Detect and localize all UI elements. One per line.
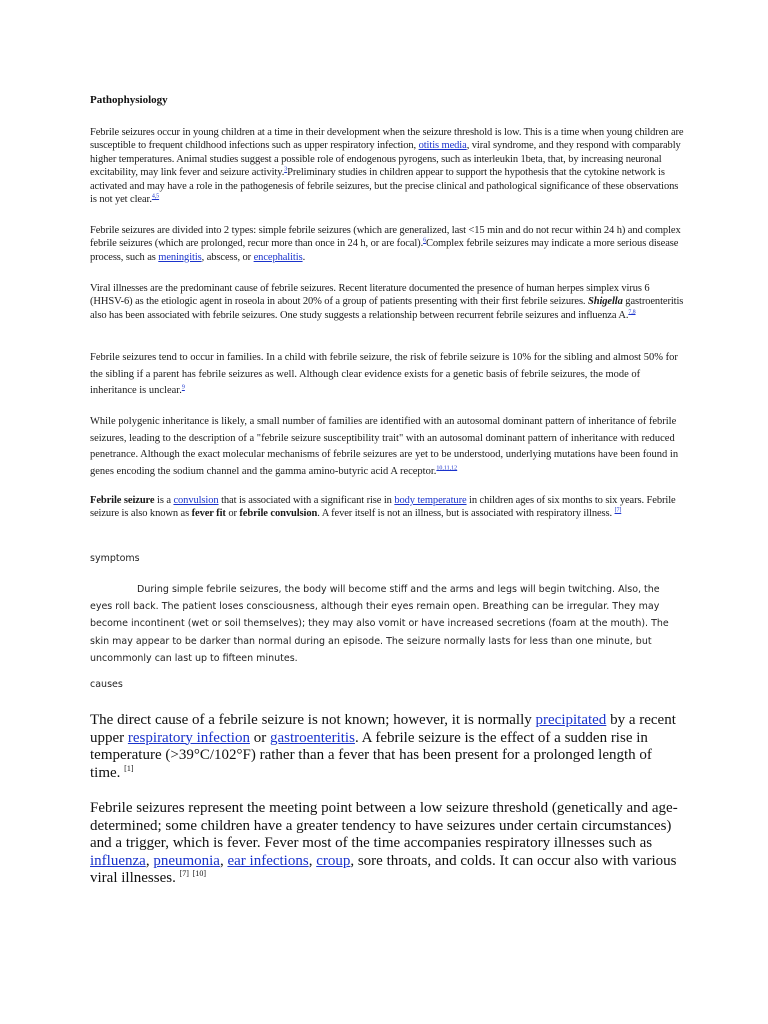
symptoms-label: symptoms bbox=[90, 553, 140, 564]
text: Febrile seizures tend to occur in families. In a child with febrile seizure, the risk of febrile seizure is 10% for the sibling and almost 50% for the sibling if a parent has febrile seizures as well. Although clear evidence exists for a genetic basis of febrile seizures, the mode of inheritance is unclear. bbox=[90, 352, 678, 396]
link-convulsion[interactable]: convulsion bbox=[173, 495, 219, 506]
paragraph-inheritance bbox=[90, 414, 684, 480]
link-ear-infections[interactable]: ear infections bbox=[227, 852, 309, 869]
text: gastroenteritis also has been associated with febrile seizures. One study suggests a relationship between recurrent febrile seizures and influenza A. bbox=[90, 296, 684, 321]
link-precipitated[interactable]: precipitated bbox=[535, 712, 607, 728]
paragraph-direct-cause bbox=[90, 712, 684, 782]
paragraph-symptoms: During simple febrile seizures, the body will become stiff and the arms and legs will begin twitching. Also, the eyes roll back. The patient loses consciousness, although their eyes remain open. Breathing can be irregular. They may become incontinent (wet or soil themselves); they may also vomit or have increased secretions (foam at the mouth). The skin may appear to be darker than normal during an episode. The seizure normally lasts for less than one minute, but uncommonly can last up to fifteen minutes. bbox=[90, 584, 669, 664]
text: , bbox=[145, 852, 154, 869]
text: Febrile seizures occur in young children at a time in their development when the seizure threshold is low. This is a time when young children are susceptible to frequent childhood infections such as upper respiratory infection, bbox=[90, 127, 684, 152]
text: Febrile seizures represent the meeting point between a low seizure threshold (genetically and age-determined; some children have a greater tendency to have seizures under certain circumstances) and a trigger, which is fever. Fever most of the time accompanies respiratory illnesses such as bbox=[90, 800, 678, 852]
text: or bbox=[225, 508, 240, 520]
text: Febrile seizures are divided into 2 types: simple febrile seizures (which are generalized, last <15 min and do not recur within 24 h) and complex febrile seizures (which are prolonged, recur more than once in 24 h, or are focal). bbox=[90, 225, 681, 250]
text: that is associated with a significant rise in bbox=[218, 495, 395, 506]
paragraph-viral-causes bbox=[90, 282, 684, 322]
paragraph-families bbox=[90, 350, 684, 400]
link-body-temperature[interactable]: body temperature bbox=[394, 495, 467, 506]
paragraph-febrile-seizures-intro bbox=[90, 126, 684, 206]
reference-link[interactable]: 9 bbox=[181, 384, 185, 391]
section-heading: Pathophysiology bbox=[90, 94, 168, 106]
text: , sore throats, and colds. It can occur also with various viral illnesses. bbox=[90, 852, 677, 887]
text: Preliminary studies in children appear to support the hypothesis that the cytokine network is activated and may have a role in the pathogenesis of febrile seizures, but the precise clinical and pathological significance of these observations is not yet clear. bbox=[90, 167, 679, 206]
text: or bbox=[249, 729, 270, 746]
text: by a recent upper bbox=[90, 712, 676, 746]
link-encephalitis[interactable]: encephalitis bbox=[253, 251, 303, 263]
text: Viral illnesses are the predominant cause of febrile seizures. Recent literature documented the presence of human herpes simplex virus 6 (HHSV-6) as the etiologic agent in roseola in about 20% of a group of patients presenting with their first febrile seizures. bbox=[90, 283, 650, 308]
text: . A fever itself is not an illness, but is associated with respiratory illness. bbox=[317, 508, 615, 520]
link-meningitis[interactable]: meningitis bbox=[158, 251, 202, 263]
text: While polygenic inheritance is likely, a small number of families are identified with an autosomal dominant pattern of inheritance of febrile seizures, leading to the description of a "febrile seizure susceptibility trait" with an autosomal dominant pattern of inheritance with reduced penetrance. Although the exact molecular mechanisms of febrile seizures are yet to be understood, underlying mutations have been found in genes encoding the sodium channel and the gamma amino-butyric acid A receptor. bbox=[90, 416, 679, 477]
reference-link[interactable]: 7,8 bbox=[628, 309, 636, 316]
link-otitis-media[interactable]: otitis media bbox=[418, 140, 467, 152]
bold-term: fever fit bbox=[191, 508, 226, 520]
paragraph-meeting-point bbox=[90, 800, 684, 888]
text: in children ages of six months to six years. Febrile seizure is also known as bbox=[90, 495, 676, 520]
reference-link[interactable]: 3 bbox=[284, 166, 288, 173]
link-pneumonia[interactable]: pneumonia bbox=[153, 852, 220, 869]
text: , abscess, or bbox=[201, 251, 254, 263]
paragraph-seizure-types bbox=[90, 224, 684, 264]
text: . A febrile seizure is the effect of a sudden rise in temperature (>39°C/102°F) rather than a fever that has been present for a prolonged length of time. bbox=[90, 729, 652, 781]
text: , viral syndrome, and they respond with comparably higher temperatures. Animal studies suggest a possible role of endogenous pyrogens, such as interleukin 1beta, that, by increasing neuronal excitability, may link fever and seizure activity. bbox=[90, 140, 681, 179]
text: The direct cause of a febrile seizure is not known; however, it is normally bbox=[90, 712, 536, 728]
reference-link[interactable]: 10,11,12 bbox=[436, 465, 458, 471]
text: . bbox=[302, 251, 306, 263]
reference-link[interactable]: 4,5 bbox=[151, 193, 160, 200]
bold-term: Febrile seizure bbox=[90, 495, 155, 506]
causes-label: causes bbox=[90, 679, 123, 690]
text: is a bbox=[154, 495, 174, 506]
link-respiratory-infection[interactable]: respiratory infection bbox=[127, 729, 250, 746]
text: , bbox=[219, 852, 228, 869]
reference-link[interactable]: [7] bbox=[179, 869, 189, 879]
link-gastroenteritis[interactable]: gastroenteritis bbox=[269, 729, 355, 746]
bold-term: febrile convulsion bbox=[239, 508, 318, 520]
reference-link[interactable]: [10] bbox=[192, 869, 206, 879]
link-influenza[interactable]: influenza bbox=[90, 852, 146, 869]
italic-term: Shigella bbox=[587, 296, 623, 308]
reference-link[interactable]: [7] bbox=[614, 507, 622, 514]
text: , bbox=[308, 852, 317, 869]
text: Complex febrile seizures may indicate a more serious disease process, such as bbox=[90, 238, 679, 263]
reference-link[interactable]: [1] bbox=[124, 763, 134, 773]
reference-link[interactable]: 6 bbox=[423, 237, 426, 244]
link-croup[interactable]: croup bbox=[316, 852, 351, 869]
paragraph-definition bbox=[90, 494, 684, 521]
